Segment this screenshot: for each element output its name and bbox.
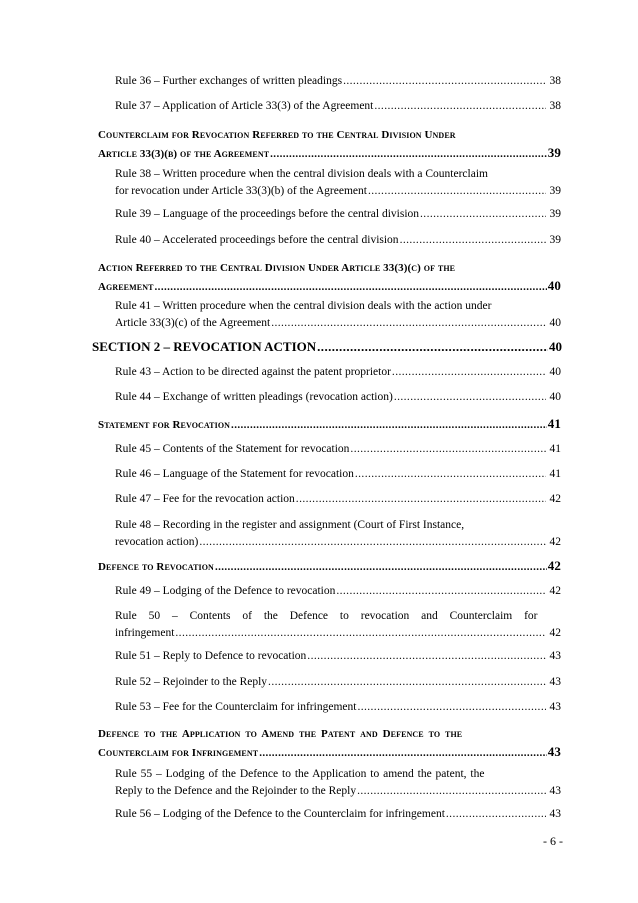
toc-entry-rule-52[interactable] — [115, 674, 561, 691]
toc-page-number: 40 — [547, 278, 561, 293]
toc-entry-title: Rule 45 – Contents of the Statement for revocation — [115, 443, 350, 455]
dot-leader — [215, 559, 547, 576]
toc-entry-title: Rule 47 – Fee for the revocation action — [115, 493, 295, 505]
toc-entry-title: Rule 55 – Lodging of the Defence to the Application to amend the patent, the — [115, 768, 485, 780]
toc-entry-title: Rule 50 – Contents of the Defence to revocation and Counterclaim for — [115, 610, 538, 622]
toc-entry-rule-50[interactable] — [115, 608, 561, 642]
dot-leader — [155, 279, 547, 296]
toc-entry-rule-45[interactable] — [115, 441, 561, 458]
toc-entry-title: Rule 44 – Exchange of written pleadings (revocation action) — [115, 391, 393, 403]
toc-section-2[interactable] — [92, 338, 562, 355]
toc-entry-rule-53[interactable] — [115, 699, 561, 716]
toc-heading-defence-revocation[interactable] — [98, 557, 561, 576]
toc-entry-title: Rule 46 – Language of the Statement for revocation — [115, 468, 354, 480]
toc-page-number: 39 — [549, 208, 561, 220]
toc-entry-title: Rule 38 – Written procedure when the central division deals with a Counterclaim — [115, 168, 488, 180]
toc-page-number: 43 — [549, 650, 561, 662]
toc-entry-title: Rule 36 – Further exchanges of written pleadings — [115, 75, 343, 87]
toc-heading-line: Action Referred to the Central Division Under Article 33(3)(c) of the — [98, 262, 456, 274]
toc-entry-title: Rule 41 – Written procedure when the central division deals with the action under — [115, 300, 492, 312]
toc-page-number: 41 — [549, 468, 561, 480]
dot-leader — [355, 466, 546, 483]
toc-entry-rule-44[interactable] — [115, 389, 561, 406]
toc-entry-rule-37[interactable] — [115, 98, 561, 115]
toc-entry-title-cont: Reply to the Defence and the Rejoinder to the Reply — [115, 785, 357, 797]
toc-entry-rule-36[interactable] — [115, 73, 561, 90]
toc-page-number: 43 — [549, 701, 561, 713]
toc-heading-line: Agreement — [98, 281, 154, 293]
dot-leader — [268, 674, 546, 691]
toc-page-number: 41 — [549, 443, 561, 455]
dot-leader — [357, 783, 546, 800]
toc-entry-rule-47[interactable] — [115, 491, 561, 508]
toc-entry-rule-39[interactable] — [115, 206, 561, 223]
toc-entry-rule-55[interactable] — [115, 766, 561, 800]
toc-page-number: 39 — [549, 185, 561, 197]
toc-entry-rule-38[interactable] — [115, 166, 561, 200]
toc-entry-title-cont: infringement — [115, 627, 175, 639]
dot-leader — [259, 745, 547, 762]
toc-entry-rule-46[interactable] — [115, 466, 561, 483]
toc-page-number: 42 — [549, 627, 561, 639]
toc-entry-title-cont: revocation action) — [115, 536, 199, 548]
toc-page-number: 38 — [549, 75, 561, 87]
dot-leader — [199, 534, 546, 551]
toc-heading-line: Counterclaim for Infringement — [98, 747, 259, 759]
toc-entry-rule-43[interactable] — [115, 364, 561, 381]
toc-section-title: SECTION 2 – REVOCATION ACTION — [92, 339, 317, 354]
toc-page-number: 38 — [549, 100, 561, 112]
toc-heading-line: Article 33(3)(b) of the Agreement — [98, 148, 270, 160]
toc-page-number: 43 — [547, 744, 561, 759]
dot-leader — [271, 315, 546, 332]
toc-entry-title: Rule 56 – Lodging of the Defence to the Counterclaim for infringement — [115, 808, 445, 820]
toc-entry-title: Rule 39 – Language of the proceedings before the central division — [115, 208, 420, 220]
dot-leader — [343, 73, 546, 90]
toc-entry-rule-51[interactable] — [115, 648, 561, 665]
dot-leader — [350, 441, 546, 458]
toc-page-number: 40 — [549, 366, 561, 378]
toc-heading-line: Statement for Revocation — [98, 419, 231, 431]
toc-page-number: 39 — [547, 145, 561, 160]
dot-leader — [231, 417, 547, 434]
dot-leader — [175, 625, 546, 642]
dot-leader — [368, 183, 546, 200]
toc-heading-action-referred[interactable] — [98, 260, 561, 296]
toc-page-number: 43 — [549, 785, 561, 797]
dot-leader — [296, 491, 546, 508]
toc-page-number: 43 — [549, 676, 561, 688]
toc-heading-line: Defence to the Application to Amend the Patent and Defence to the — [98, 728, 463, 740]
toc-heading-counterclaim-revocation[interactable] — [98, 127, 561, 163]
toc-entry-title: Rule 52 – Rejoinder to the Reply — [115, 676, 268, 688]
dot-leader — [307, 648, 546, 665]
toc-entry-title: Rule 37 – Application of Article 33(3) of the Agreement — [115, 100, 374, 112]
toc-page-number: 42 — [549, 536, 561, 548]
toc-entry-title: Rule 49 – Lodging of the Defence to revocation — [115, 585, 336, 597]
toc-page-number: 39 — [549, 234, 561, 246]
toc-entry-title: Rule 43 – Action to be directed against the patent proprietor — [115, 366, 391, 378]
dot-leader — [317, 338, 548, 355]
dot-leader — [270, 146, 547, 163]
toc-entry-rule-40[interactable] — [115, 232, 561, 249]
toc-heading-line: Counterclaim for Revocation Referred to the Central Division Under — [98, 129, 456, 141]
dot-leader — [374, 98, 546, 115]
toc-page-number: 40 — [549, 317, 561, 329]
footer-page-number: - 6 - — [543, 834, 563, 848]
toc-heading-statement-revocation[interactable] — [98, 415, 561, 434]
dot-leader — [357, 699, 546, 716]
toc-entry-title: Rule 53 – Fee for the Counterclaim for infringement — [115, 701, 357, 713]
toc-entry-rule-41[interactable] — [115, 298, 561, 332]
dot-leader — [394, 389, 546, 406]
toc-entry-title: Rule 40 – Accelerated proceedings before the central division — [115, 234, 399, 246]
toc-page-number: 40 — [549, 339, 562, 354]
dot-leader — [400, 232, 546, 249]
toc-page-number: 43 — [549, 808, 561, 820]
dot-leader — [336, 583, 546, 600]
toc-page-number: 40 — [549, 391, 561, 403]
toc-entry-rule-56[interactable] — [115, 806, 561, 823]
toc-entry-title — [115, 517, 561, 534]
toc-entry-title-cont: Article 33(3)(c) of the Agreement — [115, 317, 271, 329]
toc-entry-rule-48[interactable] — [115, 517, 561, 551]
toc-entry-title: Rule 51 – Reply to Defence to revocation — [115, 650, 307, 662]
dot-leader — [420, 206, 546, 223]
toc-heading-line: Defence to Revocation — [98, 561, 214, 573]
dot-leader — [392, 364, 546, 381]
toc-page-number: 41 — [547, 416, 561, 431]
toc-heading-defence-amend[interactable] — [98, 726, 561, 762]
toc-entry-title-text: Rule 48 – Recording in the register and assignment (Court of First Instance, — [115, 519, 465, 531]
toc-entry-rule-49[interactable] — [115, 583, 561, 600]
toc-page-number: 42 — [547, 558, 561, 573]
toc-entry-title-cont: for revocation under Article 33(3)(b) of the Agreement — [115, 185, 367, 197]
toc-page-number: 42 — [549, 585, 561, 597]
dot-leader — [446, 806, 546, 823]
toc-page-number: 42 — [549, 493, 561, 505]
